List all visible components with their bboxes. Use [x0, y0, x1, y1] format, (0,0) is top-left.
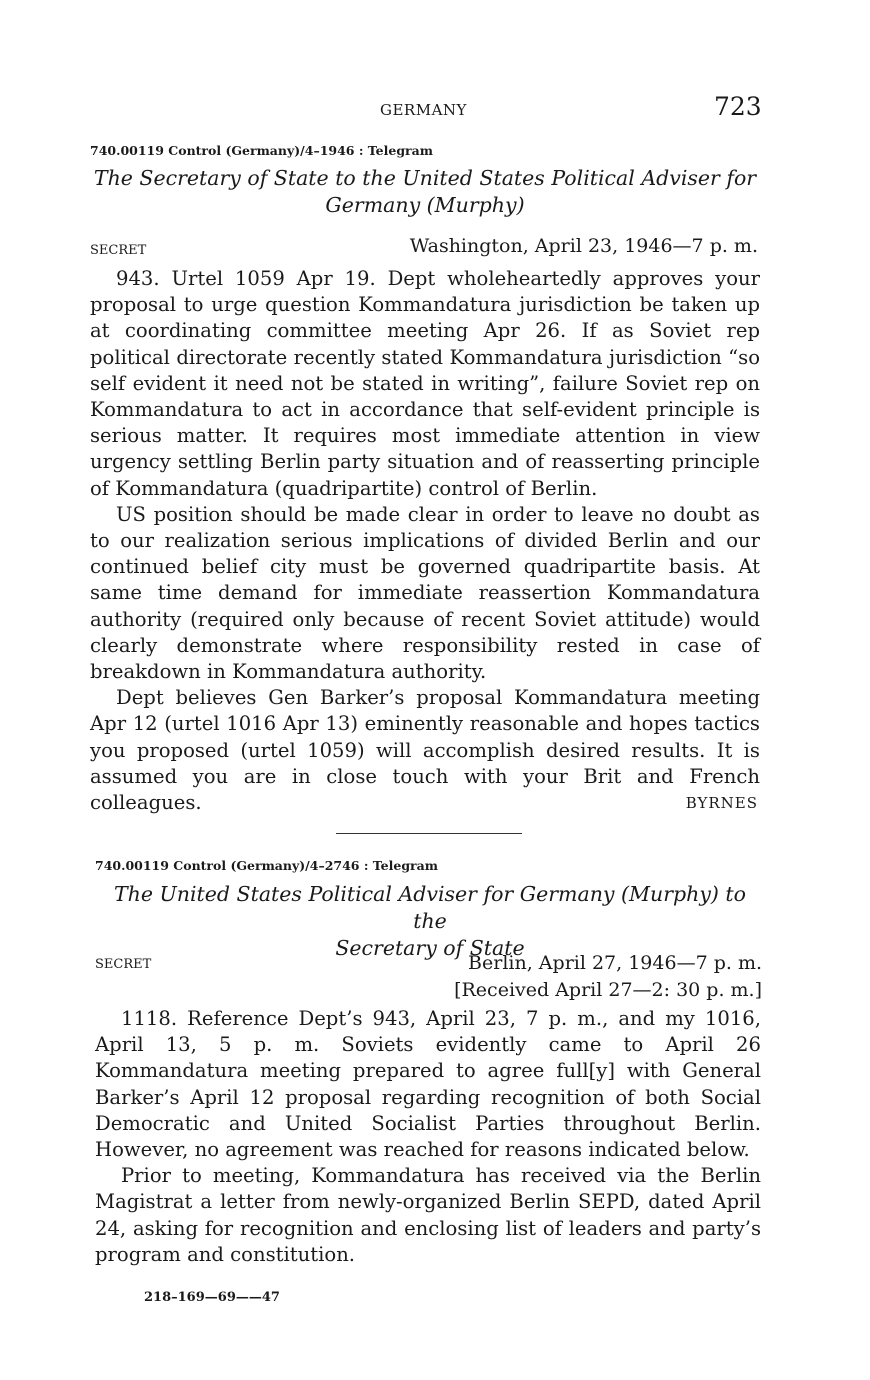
section-divider — [336, 833, 522, 834]
paragraph: 1118. Reference Dept’s 943, April 23, 7 p. m., and my 1016, April 13, 5 p. m. Soviets evidently came to April 26 Kommandatura meeting prepared to agree full[y] with General Barker’s April 12 proposal regarding recognition of both Social Democratic and United Socialist Parties throughout Berlin. However, no agreement was reached for reasons indicated below. — [95, 1007, 761, 1162]
title-line: The United States Political Adviser for Germany (Murphy) to the — [113, 882, 746, 933]
dateline-1: Washington, April 23, 1946—7 p. m. — [409, 235, 758, 257]
received-note: [Received April 27—2: 30 p. m.] — [454, 979, 762, 1001]
title-line: Secretary of State — [335, 936, 525, 960]
paragraph: 943. Urtel 1059 Apr 19. Dept wholeheartedly approves your proposal to urge question Kommandatura jurisdiction be taken up at coordinating committee meeting Apr 26. If as Soviet rep political directorate recently stated Kommandatura jurisdiction “so self evident it need not be stated in writing”, failure Soviet rep on Kommandatura to act in accordance that self-evident principle is serious matter. It requires most immediate attention in view urgency settling Berlin party situation and of reasserting principle of Kommandatura (quadripartite) control of Berlin. — [90, 267, 760, 500]
paragraph: US position should be made clear in order to leave no doubt as to our realization serious implications of divided Berlin and our continued belief city must be governed quadripartite basis. At same time demand for immediate reassertion Kommandatura authority (required only because of recent Soviet attitude) would clearly demonstrate where responsibility rested in case of breakdown in Kommandatura authority. — [90, 502, 760, 684]
running-head: GERMANY — [380, 101, 467, 119]
paragraph: Prior to meeting, Kommandatura has received via the Berlin Magistrat a letter from newly-organized Berlin SEPD, dated April 24, asking for recognition and enclosing list of leaders and party’s program and constitution. — [95, 1164, 761, 1266]
document-title-1 — [90, 165, 760, 219]
signature: BYRNES — [685, 794, 758, 812]
page-number: 723 — [714, 92, 762, 121]
document-body-2 — [95, 1006, 761, 1268]
dateline-2: Berlin, April 27, 1946—7 p. m. — [468, 952, 762, 974]
document-title-2 — [95, 881, 765, 962]
paragraph: Dept believes Gen Barker’s proposal Kommandatura meeting Apr 12 (urtel 1016 Apr 13) eminently reasonable and hopes tactics you proposed (urtel 1059) will accomplish desired results. It is assumed you are in close touch with your Brit and French colleagues. — [90, 686, 760, 815]
file-reference-2: 740.00119 Control (Germany)/4–2746 : Telegram — [95, 858, 438, 873]
file-reference-1: 740.00119 Control (Germany)/4–1946 : Telegram — [90, 143, 433, 158]
title-line: The Secretary of State to the United States Political Adviser for — [93, 166, 757, 190]
title-line: Germany (Murphy) — [325, 193, 525, 217]
classification-1: SECRET — [90, 243, 147, 258]
printer-code: 218–169—69——47 — [144, 1290, 280, 1305]
classification-2: SECRET — [95, 957, 152, 972]
document-body-1 — [90, 266, 760, 816]
